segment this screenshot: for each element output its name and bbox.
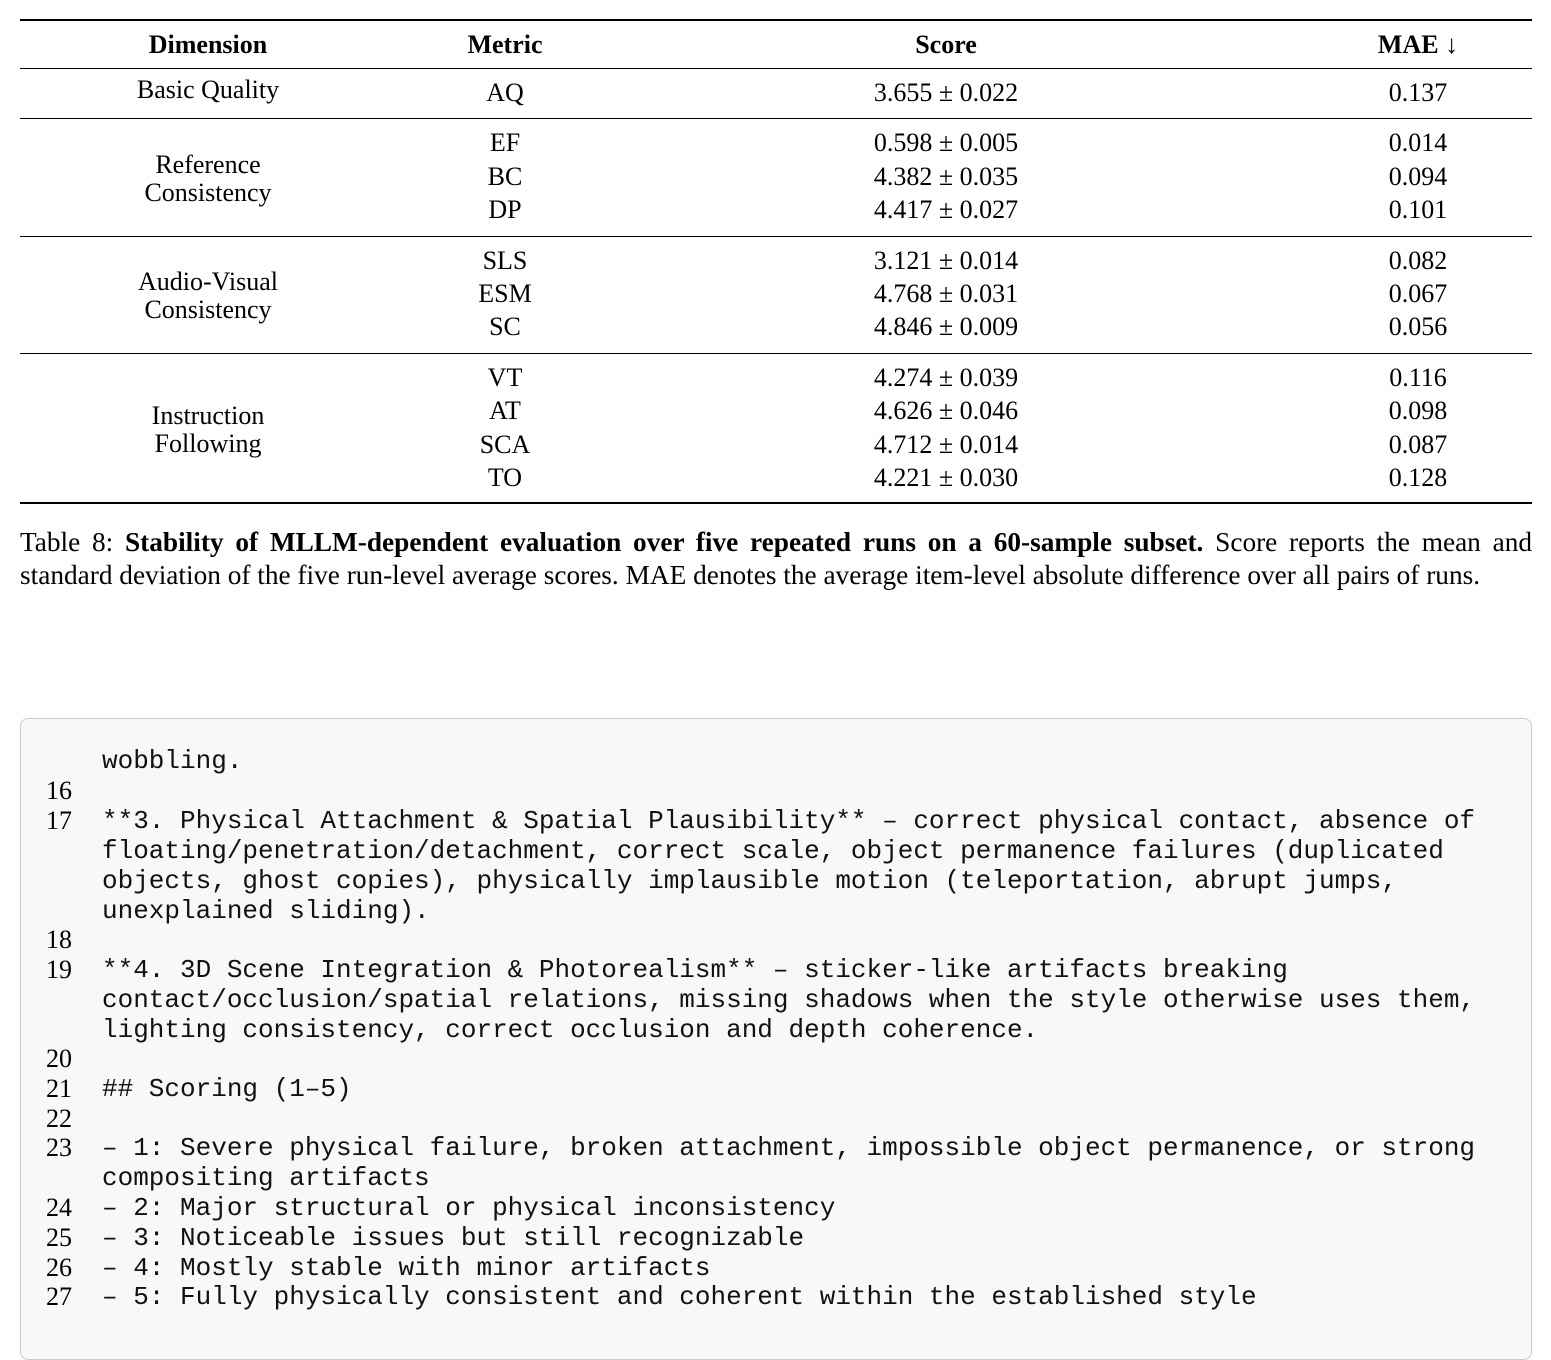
caption-rest: Score reports the mean and standard deviation of the five run-level average scores. MAE denotes the average item-level absolute difference over all pairs of runs. <box>20 527 1532 590</box>
dimension-label: Consistency <box>144 294 272 324</box>
score-cell: 4.626 ± 0.046 <box>873 396 1019 426</box>
header-score: Score <box>915 30 977 59</box>
dimension-label: Reference <box>155 149 261 179</box>
code-line <box>21 1193 1531 1223</box>
code-line <box>21 776 1531 806</box>
line-number: 16 <box>46 775 72 805</box>
mae-cell: 0.098 <box>1388 396 1448 426</box>
metric-cell: EF <box>489 128 521 158</box>
score-cell: 0.598 ± 0.005 <box>873 128 1019 158</box>
mae-cell: 0.094 <box>1388 161 1448 191</box>
line-number: 20 <box>46 1044 72 1073</box>
table-bottom-rule <box>20 502 1532 504</box>
dimension-label: Audio-Visual <box>138 266 278 296</box>
score-cell: 4.382 ± 0.035 <box>873 161 1019 191</box>
code-text: **3. Physical Attachment & Spatial Plausibility** – correct physical contact, absence of floating/penetration/detachment, correct scale, object permanence failures (duplicated objects, ghost copies), physically implausible motion (teleportation, abrupt jumps, unexplained sliding). <box>102 805 1491 926</box>
code-line <box>21 1044 1531 1074</box>
dimension-label: Basic Quality <box>136 75 280 104</box>
code-text: wobbling. <box>102 746 243 776</box>
caption-bold: Stability of MLLM-dependent evaluation over five repeated runs on a 60-sample subset. <box>124 527 1204 557</box>
line-number: 17 <box>46 805 72 835</box>
code-line <box>21 1104 1531 1134</box>
dimension-label: Instruction <box>151 400 265 430</box>
code-line <box>21 805 1531 926</box>
metric-cell: SCA <box>479 429 531 459</box>
mae-cell: 0.137 <box>1388 78 1448 107</box>
header-mae: MAE ↓ <box>1377 30 1459 59</box>
mae-cell: 0.056 <box>1388 312 1448 342</box>
code-line <box>21 1253 1531 1283</box>
header-metric: Metric <box>467 30 543 59</box>
line-number: 21 <box>46 1073 72 1103</box>
line-number: 27 <box>46 1282 72 1312</box>
metric-cell: SLS <box>482 245 528 275</box>
group-rule <box>20 118 1532 119</box>
mae-cell: 0.128 <box>1388 463 1448 492</box>
metric-cell: VT <box>487 362 523 392</box>
mae-cell: 0.014 <box>1388 128 1448 158</box>
code-line <box>21 746 1531 776</box>
line-number: 24 <box>46 1193 72 1222</box>
mae-cell: 0.101 <box>1388 195 1448 225</box>
metric-cell: SC <box>489 312 521 342</box>
code-line <box>21 1223 1531 1253</box>
mae-cell: 0.116 <box>1389 362 1447 392</box>
group-rule <box>20 236 1532 237</box>
metric-cell: ESM <box>478 279 532 308</box>
line-number: 23 <box>46 1133 72 1163</box>
score-cell: 4.221 ± 0.030 <box>873 463 1019 492</box>
group-rule <box>20 68 1532 69</box>
score-cell: 3.655 ± 0.022 <box>873 78 1019 107</box>
dimension-label: Consistency <box>144 177 272 207</box>
group-rule <box>20 353 1532 354</box>
metric-cell: AQ <box>486 78 524 107</box>
metric-cell: AT <box>489 396 521 426</box>
score-cell: 4.712 ± 0.014 <box>873 429 1019 459</box>
score-cell: 3.121 ± 0.014 <box>873 245 1019 275</box>
table-top-rule <box>20 19 1532 21</box>
line-number: 25 <box>46 1222 72 1252</box>
metric-cell: DP <box>488 195 522 225</box>
caption-label: Table 8: <box>20 527 125 557</box>
code-text: – 3: Noticeable issues but still recognizable <box>102 1222 805 1253</box>
metric-cell: BC <box>487 161 523 191</box>
code-line <box>21 1133 1531 1194</box>
code-line <box>21 1282 1531 1312</box>
line-number: 22 <box>46 1103 72 1133</box>
code-text: – 4: Mostly stable with minor artifacts <box>102 1252 711 1283</box>
line-number: 26 <box>46 1252 72 1282</box>
code-text: **4. 3D Scene Integration & Photorealism** – sticker-like artifacts breaking contact/occlusion/spatial relations, missing shadows when the style otherwise uses them, lighting consistency, correct occlusion and depth coherence. <box>102 954 1491 1045</box>
mae-cell: 0.087 <box>1388 429 1448 459</box>
table-caption <box>20 526 1532 592</box>
code-text: ## Scoring (1–5) <box>102 1073 352 1104</box>
line-number: 18 <box>46 924 72 954</box>
score-cell: 4.274 ± 0.039 <box>873 362 1019 392</box>
mae-cell: 0.067 <box>1388 279 1448 308</box>
line-number: 19 <box>46 954 72 984</box>
header-dimension: Dimension <box>148 30 268 59</box>
score-cell: 4.417 ± 0.027 <box>873 195 1019 225</box>
code-line <box>21 954 1531 1045</box>
mae-cell: 0.082 <box>1388 245 1448 275</box>
code-text: – 1: Severe physical failure, broken attachment, impossible object permanence, or strong compositing artifacts <box>102 1133 1491 1194</box>
code-line <box>21 1074 1531 1104</box>
code-text: – 5: Fully physically consistent and coherent within the established style <box>102 1282 1257 1313</box>
code-listing <box>20 718 1532 1360</box>
code-text: – 2: Major structural or physical inconsistency <box>102 1193 836 1223</box>
code-line <box>21 925 1531 955</box>
score-cell: 4.768 ± 0.031 <box>873 279 1019 308</box>
score-cell: 4.846 ± 0.009 <box>873 312 1019 342</box>
dimension-label: Following <box>154 428 262 458</box>
metric-cell: TO <box>487 463 523 492</box>
